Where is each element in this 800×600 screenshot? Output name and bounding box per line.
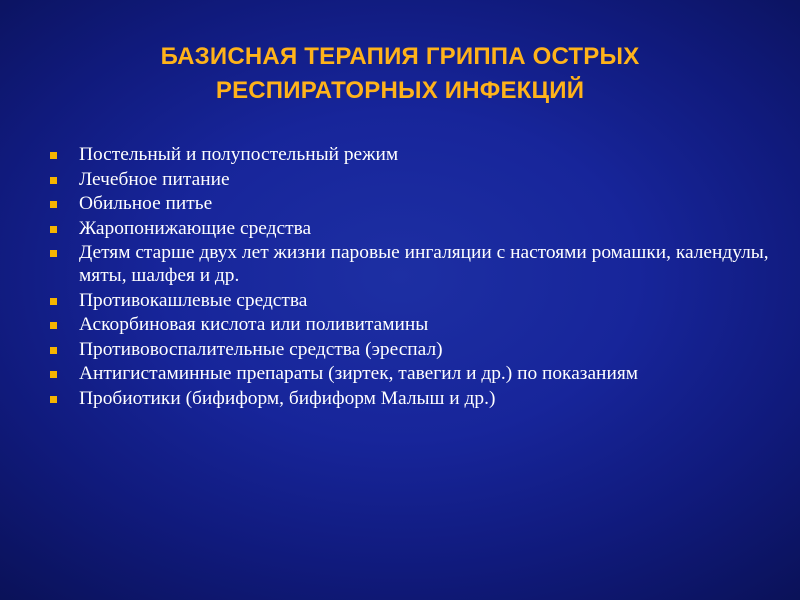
bullet-item <box>50 192 770 215</box>
slide-title-line-1: БАЗИСНАЯ ТЕРАПИЯ ГРИППА ОСТРЫХ <box>160 43 640 70</box>
bullet-list <box>50 143 770 411</box>
bullet-text: Жаропонижающие средства <box>79 217 312 239</box>
slide-title <box>40 40 760 108</box>
bullet-text: Лечебное питание <box>79 168 230 190</box>
bullet-text: Обильное питье <box>79 193 213 214</box>
square-bullet-icon <box>50 177 57 184</box>
bullet-item <box>50 289 770 312</box>
bullet-item <box>50 387 770 410</box>
square-bullet-icon <box>50 201 57 208</box>
bullet-item <box>50 168 770 191</box>
bullet-item <box>50 338 770 361</box>
bullet-text: Пробиотики (бифиформ, бифиформ Малыш и др.) <box>79 387 496 409</box>
square-bullet-icon <box>50 152 57 159</box>
slide-title-line-2: РЕСПИРАТОРНЫХ ИНФЕКЦИЙ <box>215 77 585 104</box>
bullet-text: Детям старше двух лет жизни паровые ингаляции с настоями ромашки, календулы, мяты, шалфея и др. <box>79 242 769 286</box>
bullet-text: Противовоспалительные средства (эреспал) <box>79 338 443 360</box>
bullet-item <box>50 313 770 336</box>
bullet-item <box>50 241 770 287</box>
square-bullet-icon <box>50 298 57 305</box>
square-bullet-icon <box>50 347 57 354</box>
bullet-item <box>50 143 770 166</box>
square-bullet-icon <box>50 396 57 403</box>
square-bullet-icon <box>50 226 57 233</box>
bullet-text: Антигистаминные препараты (зиртек, тавегил и др.) по показаниям <box>79 363 639 384</box>
bullet-item <box>50 362 770 385</box>
bullet-text: Постельный и полупостельный режим <box>79 144 399 165</box>
square-bullet-icon <box>50 250 57 257</box>
square-bullet-icon <box>50 322 57 329</box>
bullet-item <box>50 217 770 240</box>
square-bullet-icon <box>50 371 57 378</box>
bullet-text: Аскорбиновая кислота или поливитамины <box>79 314 429 335</box>
bullet-text: Противокашлевые средства <box>79 289 308 311</box>
